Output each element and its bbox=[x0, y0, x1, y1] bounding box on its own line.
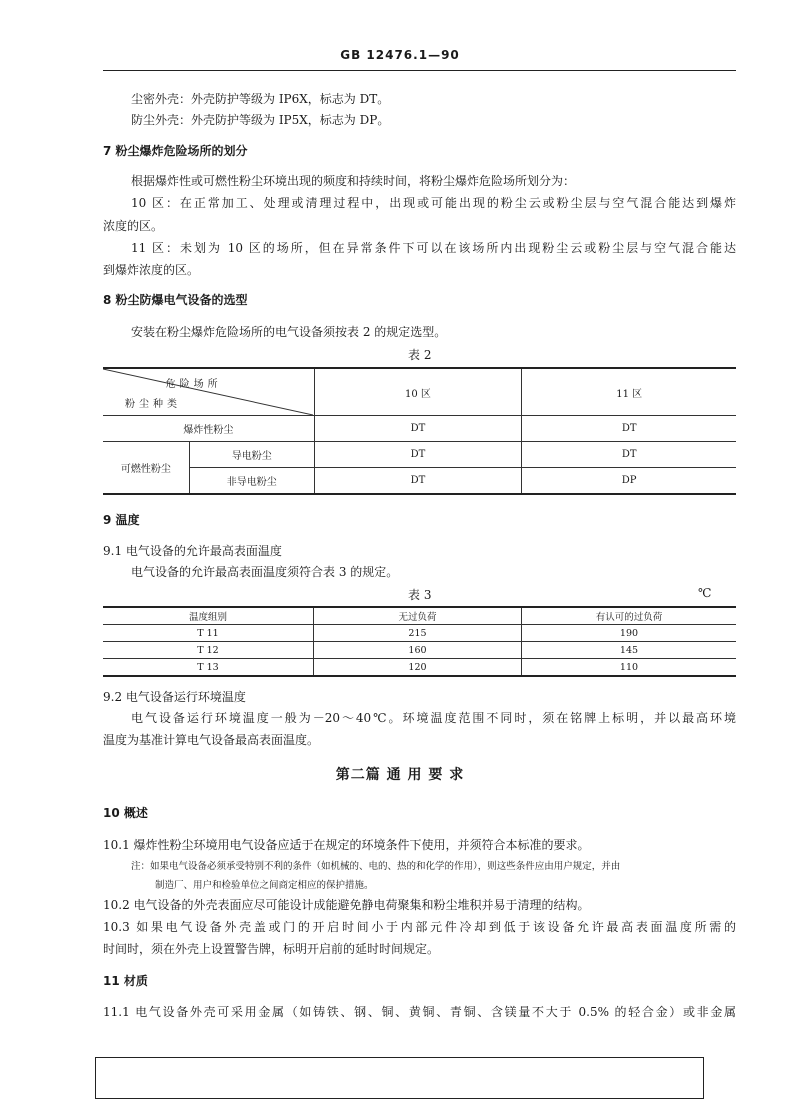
note-line: 制造厂、用户和检验单位之间商定相应的保护措施。 bbox=[155, 880, 374, 891]
table3-unit: ℃ bbox=[698, 586, 712, 600]
text-line: 10.2 电气设备的外壳表面应尽可能设计成能避免静电荷聚集和粉尘堆积并易于清理的结构。 bbox=[103, 898, 590, 912]
text-line: 10 区：在正常加工、处理或清理过程中，出现或可能出现的粉尘云或粉尘层与空气混合能达到爆炸 bbox=[131, 196, 736, 210]
table-cell: 160 bbox=[314, 642, 522, 659]
table-cell: T 12 bbox=[103, 642, 314, 659]
table3-caption: 表 3 bbox=[408, 588, 432, 602]
table-cell: 110 bbox=[522, 659, 737, 677]
text-line: 根据爆炸性或可燃性粉尘环境出现的频度和持续时间，将粉尘爆炸危险场所划分为： bbox=[131, 174, 576, 188]
section-heading-8: 8 粉尘防爆电气设备的选型 bbox=[103, 293, 248, 307]
text-line: 电气设备的允许最高表面温度须符合表 3 的规定。 bbox=[131, 565, 399, 579]
diagonal-header-cell bbox=[103, 368, 314, 416]
table-cell: T 11 bbox=[103, 625, 314, 642]
table-cell: DT bbox=[314, 416, 522, 442]
footer-box bbox=[95, 1057, 704, 1099]
table-cell: DT bbox=[522, 416, 736, 442]
table-cell: 215 bbox=[314, 625, 522, 642]
table-cell: 120 bbox=[314, 659, 522, 677]
col-header: 有认可的过负荷 bbox=[522, 607, 737, 625]
row-label: 非导电粉尘 bbox=[189, 468, 314, 495]
text-line: 温度为基准计算电气设备最高表面温度。 bbox=[103, 733, 320, 747]
table-cell: DT bbox=[314, 442, 522, 468]
table-cell: 145 bbox=[522, 642, 737, 659]
table-row bbox=[103, 416, 736, 442]
table-cell: T 13 bbox=[103, 659, 314, 677]
text-line: 电气设备运行环境温度一般为－20～40℃。环境温度范围不同时，须在铭牌上标明，并以最高环境 bbox=[131, 711, 736, 725]
text-line: 尘密外壳：外壳防护等级为 IP6X，标志为 DT。 bbox=[131, 92, 390, 106]
table-row bbox=[103, 368, 736, 416]
diag-top-label: 危险场所 bbox=[165, 379, 222, 390]
section-heading-11: 11 材质 bbox=[103, 974, 148, 988]
col-header: 无过负荷 bbox=[314, 607, 522, 625]
text-line: 浓度的区。 bbox=[103, 219, 164, 233]
table-cell: DT bbox=[314, 468, 522, 495]
table-row bbox=[103, 642, 736, 659]
section-heading-7: 7 粉尘爆炸危险场所的划分 bbox=[103, 144, 248, 158]
text-line: 时间时，须在外壳上设置警告牌，标明开启前的延时时间规定。 bbox=[103, 942, 440, 956]
table-row bbox=[103, 607, 736, 625]
text-line: 到爆炸浓度的区。 bbox=[103, 263, 200, 277]
text-line: 11.1 电气设备外壳可采用金属（如铸铁、钢、铜、黄铜、青铜、含镁量不大于 0.5% 的轻合金）或非金属 bbox=[103, 1005, 736, 1019]
col-header: 11 区 bbox=[522, 368, 736, 416]
table-cell: 190 bbox=[522, 625, 737, 642]
note-line: 注：如果电气设备必须承受特别不利的条件（如机械的、电的、热的和化学的作用），则这些条件应由用户规定，并由 bbox=[131, 861, 621, 872]
text-line: 10.3 如果电气设备外壳盖或门的开启时间小于内部元件冷却到低于该设备允许最高表面温度所需的 bbox=[103, 920, 736, 934]
table-cell: DP bbox=[522, 468, 736, 495]
table2-caption: 表 2 bbox=[408, 348, 432, 362]
table-row bbox=[103, 468, 736, 495]
text-line: 安装在粉尘爆炸危险场所的电气设备须按表 2 的规定选型。 bbox=[131, 325, 447, 339]
text-line: 10.1 爆炸性粉尘环境用电气设备应适于在规定的环境条件下使用，并须符合本标准的要求。 bbox=[103, 838, 590, 852]
table-row bbox=[103, 442, 736, 468]
table-row bbox=[103, 659, 736, 677]
subsection-heading: 9.1 电气设备的允许最高表面温度 bbox=[103, 544, 282, 558]
part-heading: 第二篇 通 用 要 求 bbox=[335, 767, 465, 783]
section-heading-9: 9 温度 bbox=[103, 513, 140, 527]
diag-bottom-label: 粉尘种类 bbox=[125, 399, 181, 410]
table-cell: DT bbox=[522, 442, 736, 468]
col-header: 10 区 bbox=[314, 368, 522, 416]
section-heading-10: 10 概述 bbox=[103, 806, 148, 820]
page-header: GB 12476.1—90 bbox=[340, 48, 460, 62]
table-3 bbox=[103, 606, 736, 677]
row-label: 导电粉尘 bbox=[189, 442, 314, 468]
table-row bbox=[103, 625, 736, 642]
text-line: 防尘外壳：外壳防护等级为 IP5X，标志为 DP。 bbox=[131, 113, 390, 127]
text-line: 11 区：未划为 10 区的场所，但在异常条件下可以在该场所内出现粉尘云或粉尘层与空气混合能达 bbox=[131, 241, 736, 255]
col-header: 温度组别 bbox=[103, 607, 314, 625]
row-label: 爆炸性粉尘 bbox=[103, 416, 314, 442]
group-label: 可燃性粉尘 bbox=[103, 442, 189, 495]
table-2 bbox=[103, 367, 736, 495]
subsection-heading: 9.2 电气设备运行环境温度 bbox=[103, 690, 246, 704]
header-rule bbox=[103, 70, 736, 71]
